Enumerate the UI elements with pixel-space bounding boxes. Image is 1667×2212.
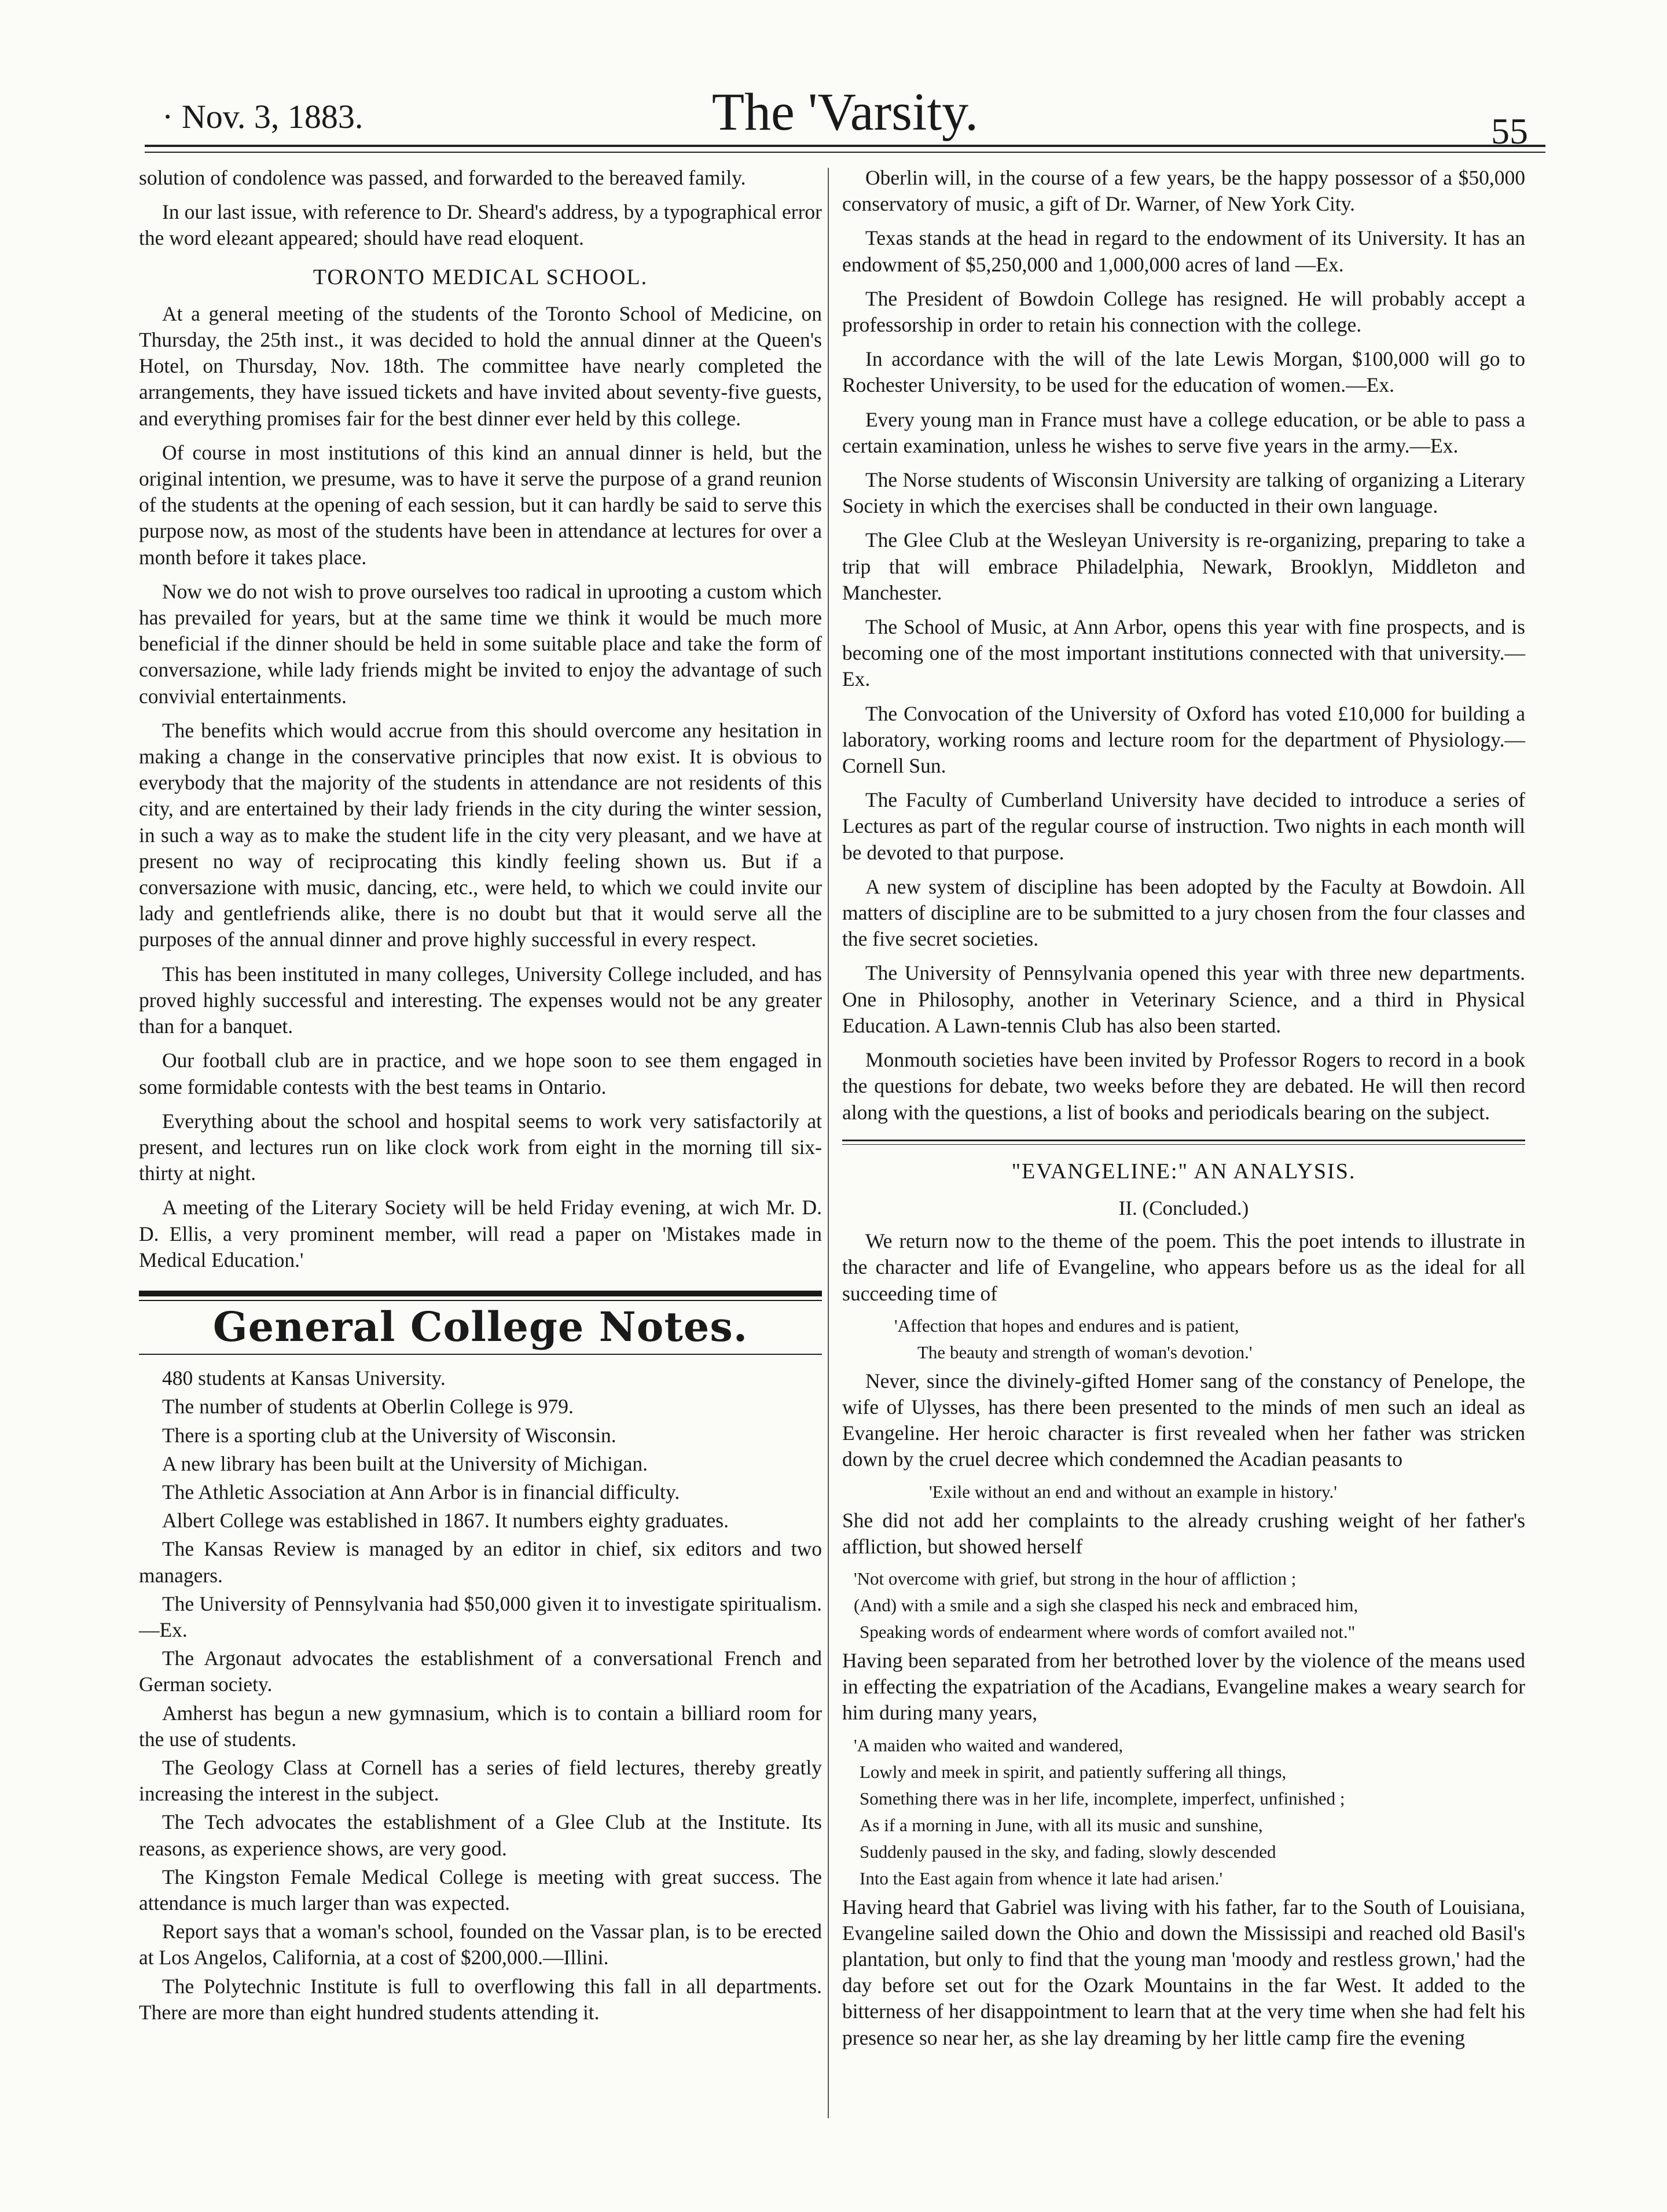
- note-item: The Athletic Association at Ann Arbor is in financial difficulty.: [162, 1480, 680, 1504]
- note-item: The Norse students of Wisconsin University are talking of organizing a Literary Society in which the exercises shall be conducted in their own language.: [842, 468, 1525, 518]
- article-paragraph: This has been instituted in many colleges, University College included, and has proved highly successful and interesting. The expenses would not be any greater than for a banquet.: [139, 962, 822, 1038]
- note-item: The University of Pennsylvania had $50,000 given it to investigate spiritualism.—Ex.: [139, 1592, 822, 1641]
- poem-quote-line: Into the East again from whence it late had arisen.': [860, 1868, 1223, 1888]
- page-number: 55: [1491, 111, 1528, 152]
- article-paragraph: In our last issue, with reference to Dr. Sheard's address, by a typographical error the word eleƨant appeared; should have read eloquent.: [139, 200, 822, 250]
- note-item: Texas stands at the head in regard to the endowment of its University. It has an endowment of $5,250,000 and 1,000,000 acres of land —Ex.: [842, 226, 1525, 276]
- note-item: The Tech advocates the establishment of a Glee Club at the Institute. Its reasons, as experience shows, are very good.: [139, 1810, 822, 1860]
- note-item: Albert College was established in 1867. It numbers eighty graduates.: [162, 1509, 729, 1533]
- section-subtitle: II. (Concluded.): [1118, 1196, 1249, 1219]
- page-header: [139, 81, 1551, 152]
- note-item: The Geology Class at Cornell has a series of field lectures, thereby greatly increasing the interest in the subject.: [139, 1755, 822, 1806]
- section-divider: [139, 1291, 822, 1301]
- note-item: The Polytechnic Institute is full to overflowing this fall in all departments. There are more than eight hundred students attending it.: [139, 1974, 822, 2024]
- article-paragraph: Our football club are in practice, and we hope soon to see them engaged in some formidable contests with the best teams in Ontario.: [139, 1049, 822, 1098]
- poem-quote-line: 'A maiden who waited and wandered,: [854, 1735, 1123, 1755]
- poem-quote-line: Speaking words of endearment where words of comfort availed not.": [860, 1621, 1356, 1642]
- left-column: [139, 165, 822, 2028]
- section-title-evangeline: "EVANGELINE:" AN ANALYSIS.: [1011, 1159, 1356, 1184]
- poem-quote-line: Lowly and meek in spirit, and patiently suffering all things,: [860, 1761, 1287, 1782]
- note-item: A new system of discipline has been adopted by the Faculty at Bowdoin. All matters of discipline are to be submitted to a jury chosen from the four classes and the five secret societies.: [842, 874, 1525, 951]
- note-item: The School of Music, at Ann Arbor, opens this year with fine prospects, and is becoming one of the most important institutions connected with that university.—Ex.: [842, 615, 1525, 691]
- note-item: A new library has been built at the University of Michigan.: [162, 1452, 648, 1475]
- article-paragraph: Having been separated from her betrothed lover by the violence of the means used in effecting the expatriation of the Acadians, Evangeline makes a weary search for him during many years,: [842, 1648, 1525, 1725]
- note-item: 480 students at Kansas University.: [162, 1366, 446, 1390]
- note-item: In accordance with the will of the late Lewis Morgan, $100,000 will go to Rochester University, to be used for the education of women.—Ex.: [842, 347, 1525, 397]
- note-item: Report says that a woman's school, founded on the Vassar plan, is to be erected at Los Angelos, California, at a cost of $200,000.—Illini.: [139, 1920, 822, 1970]
- poem-quote-line: Something there was in her life, incomplete, imperfect, unfinished ;: [860, 1788, 1345, 1809]
- note-item: The Kingston Female Medical College is meeting with great success. The attendance is much larger than was expected.: [139, 1865, 822, 1915]
- column-divider: [828, 168, 829, 2118]
- note-item: The University of Pennsylvania opened this year with three new departments. One in Philosophy, another in Veterinary Science, and a third in Physical Education. A Lawn-tennis Club has also been started.: [842, 961, 1525, 1037]
- header-rule: [145, 145, 1545, 153]
- section-title-college-notes: General College Notes.: [212, 1302, 748, 1351]
- note-item: Every young man in France must have a college education, or be able to pass a certain examination, unless he wishes to serve five years in the army.—Ex.: [842, 407, 1525, 457]
- article-paragraph: Of course in most institutions of this kind an annual dinner is held, but the original intention, we presume, was to have it serve the purpose of a grand reunion of the students at the opening of each session, but it can hardly be said to serve this purpose now, as most of the students have been in attendance at lectures for over a month before it takes place.: [139, 440, 822, 569]
- note-item: The Glee Club at the Wesleyan University is re-organizing, preparing to take a trip that will embrace Philadelphia, Newark, Brooklyn, Middleton and Manchester.: [842, 528, 1525, 604]
- article-paragraph: Everything about the school and hospital seems to work very satisfactorily at present, and lectures run on like clock work from eight in the morning till six-thirty at night.: [139, 1109, 822, 1185]
- note-item: The number of students at Oberlin College is 979.: [162, 1395, 574, 1419]
- note-item: Oberlin will, in the course of a few years, be the happy possessor of a $50,000 conservatory of music, a gift of Dr. Warner, of New York City.: [842, 166, 1525, 216]
- article-paragraph: At a general meeting of the students of the Toronto School of Medicine, on Thursday, the 25th inst., it was decided to hold the annual dinner at the Queen's Hotel, on Thursday, Nov. 18th. The committee have nearly completed the arrangements, they have issued tickets and have invited about seventy-five guests, and everything promises fair for the best dinner ever held by this college.: [139, 302, 822, 430]
- poem-quote-line: 'Affection that hopes and endures and is patient,: [894, 1315, 1239, 1336]
- article-paragraph: Never, since the divinely-gifted Homer sang of the constancy of Penelope, the wife of Ulysses, has there been presented to the minds of men such an ideal as Evangeline. Her heroic character is first revealed when her father was stricken down by the cruel decree which condemned the Acadian peasants to: [842, 1369, 1525, 1471]
- note-item: The Convocation of the University of Oxford has voted £10,000 for building a laboratory, working rooms and lecture room for the department of Physiology.—Cornell Sun.: [842, 701, 1525, 778]
- poem-quote-line: Suddenly paused in the sky, and fading, slowly descended: [860, 1841, 1276, 1862]
- section-divider: [842, 1140, 1525, 1145]
- section-rule: [139, 1354, 822, 1355]
- poem-quote-line: 'Exile without an end and without an example in history.': [929, 1481, 1337, 1502]
- article-paragraph: Having heard that Gabriel was living with his father, far to the South of Louisiana, Evangeline sailed down the Ohio and down the Mississipi and reached old Basil's plantation, but only to find that the young man 'moody and restless grown,' had the day before set out for the Ozark Mountains in the far West. It added to the bitterness of her disappointment to learn that at the very time when she had felt his presence so near her, as she lay dreaming by her little camp fire the evening: [842, 1895, 1525, 2049]
- article-paragraph: The benefits which would accrue from this should overcome any hesitation in making a change in the conservative principles that now exist. It is obvious to everybody that the majority of the students in attendance are not residents of this city, and are entertained by their lady friends in the city during the winter session, in such a way as to make the student life in the city very pleasant, and we have at present no way of reciprocating this kindly feeling shown us. But if a conversazione with music, dancing, etc., were held, to which we could invite our lady and gentlefriends alike, there is no doubt but that it would serve all the purposes of the annual dinner and prove highly successful in every respect.: [139, 718, 822, 951]
- section-title-medical: TORONTO MEDICAL SCHOOL.: [313, 264, 648, 289]
- article-paragraph: We return now to the theme of the poem. This the poet intends to illustrate in the character and life of Evangeline, who appears before us as the ideal for all succeeding time of: [842, 1229, 1525, 1305]
- note-item: The Kansas Review is managed by an editor in chief, six editors and two managers.: [139, 1537, 822, 1587]
- article-paragraph: She did not add her complaints to the already crushing weight of her father's affliction, but showed herself: [842, 1508, 1525, 1558]
- poem-quote-line: The beauty and strength of woman's devotion.': [917, 1342, 1253, 1362]
- note-item: The Argonaut advocates the establishment of a conversational French and German society.: [139, 1647, 822, 1696]
- issue-date: · Nov. 3, 1883.: [162, 98, 363, 135]
- poem-quote-line: As if a morning in June, with all its music and sunshine,: [860, 1814, 1263, 1835]
- poem-quote-line: 'Not overcome with grief, but strong in the hour of affliction ;: [854, 1568, 1297, 1589]
- poem-quote-line: (And) with a smile and a sigh she clasped his neck and embraced him,: [854, 1594, 1358, 1615]
- note-item: Amherst has begun a new gymnasium, which is to contain a billiard room for the use of students.: [139, 1701, 822, 1751]
- note-item: The Faculty of Cumberland University have decided to introduce a series of Lectures as part of the regular course of instruction. Two nights in each month will be devoted to that purpose.: [842, 788, 1525, 864]
- article-paragraph: Now we do not wish to prove ourselves too radical in uprooting a custom which has prevailed for years, but at the same time we think it would be much more beneficial if the dinner should be held in some suitable place and take the form of conversazione, while lady friends might be invited to enjoy the advantage of such convivial entertainments.: [139, 579, 822, 708]
- masthead-title: The 'Varsity.: [711, 82, 979, 141]
- note-item: Monmouth societies have been invited by Professor Rogers to record in a book the questions for debate, two weeks before they are debated. He will then record along with the questions, a list of books and periodicals bearing on the subject.: [842, 1048, 1525, 1124]
- article-paragraph: solution of condolence was passed, and forwarded to the bereaved family.: [139, 166, 746, 189]
- article-paragraph: A meeting of the Literary Society will be held Friday evening, at wich Mr. D. D. Ellis, a very prominent member, will read a paper on 'Mistakes made in Medical Education.': [139, 1196, 822, 1272]
- right-column: [842, 165, 1525, 2059]
- note-item: The President of Bowdoin College has resigned. He will probably accept a professorship in order to retain his connection with the college.: [842, 286, 1525, 337]
- note-item: There is a sporting club at the University of Wisconsin.: [162, 1423, 616, 1447]
